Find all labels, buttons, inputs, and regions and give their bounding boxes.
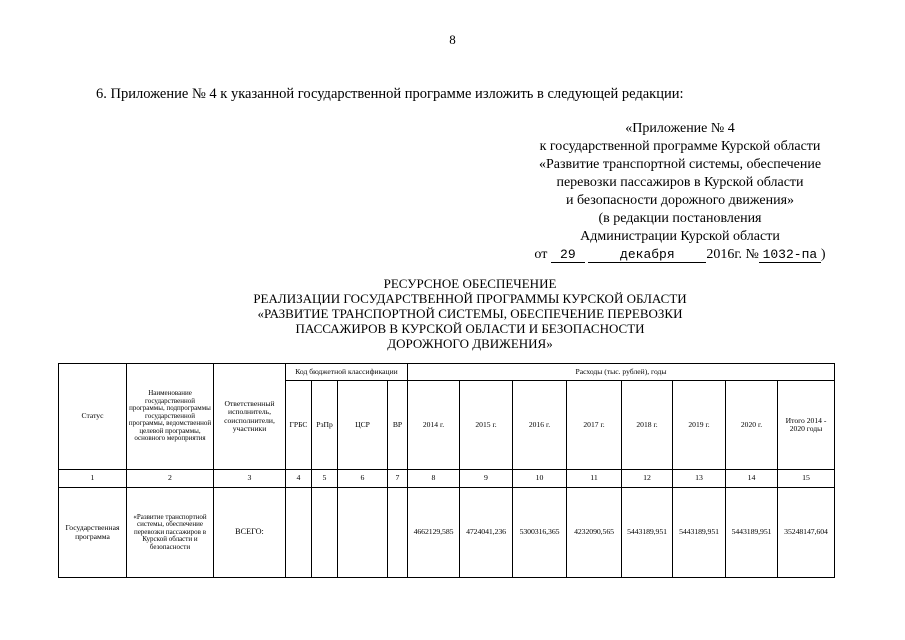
row-value: 4724041,236	[460, 488, 513, 578]
table-header-row	[59, 364, 835, 381]
row-value: 5443189,951	[622, 488, 673, 578]
index-cell: 8	[408, 470, 460, 488]
header-status: Статус	[59, 364, 127, 470]
appendix-line: Администрации Курской области	[580, 229, 780, 244]
row-vr	[388, 488, 408, 578]
header-year: 2014 г.	[408, 381, 460, 470]
date-year: 2016г.	[706, 247, 743, 262]
row-value: 5300316,365	[513, 488, 567, 578]
resource-title-line: РЕСУРСНОЕ ОБЕСПЕЧЕНИЕ	[383, 276, 557, 291]
table-row	[59, 488, 835, 578]
row-total: 35248147,604	[778, 488, 835, 578]
header-year: 2016 г.	[513, 381, 567, 470]
amendment-item-text: 6. Приложение № 4 к указанной государственной программе изложить в следующей редакции:	[96, 86, 684, 102]
row-status: Государственная программа	[59, 488, 127, 578]
index-cell: 12	[622, 470, 673, 488]
header-year: 2017 г.	[567, 381, 622, 470]
index-cell: 10	[513, 470, 567, 488]
header-grbs: ГРБС	[286, 381, 312, 470]
header-expenses: Расходы (тыс. рублей), годы	[408, 364, 835, 381]
header-total: Итого 2014 - 2020 годы	[778, 381, 835, 470]
header-year: 2018 г.	[622, 381, 673, 470]
resource-title-line: «РАЗВИТИЕ ТРАНСПОРТНОЙ СИСТЕМЫ, ОБЕСПЕЧЕНИЕ ПЕРЕВОЗКИ	[257, 306, 683, 321]
closing-paren: )	[820, 247, 826, 262]
page-number: 8	[449, 32, 456, 47]
decree-date-line	[500, 246, 860, 264]
resource-table-wrapper	[58, 363, 835, 578]
row-value: 5443189,951	[673, 488, 726, 578]
resource-title-line: ДОРОЖНОГО ДВИЖЕНИЯ»	[387, 336, 553, 351]
index-cell: 9	[460, 470, 513, 488]
row-value: 4662129,585	[408, 488, 460, 578]
header-year: 2020 г.	[726, 381, 778, 470]
row-responsible: ВСЕГО:	[214, 488, 286, 578]
header-responsible: Ответственный исполнитель, соисполнители, участники	[214, 364, 286, 470]
row-value: 4232090,565	[567, 488, 622, 578]
date-prefix: от	[534, 247, 548, 262]
row-program-name: «Развитие транспортной системы, обеспечение перевозки пассажиров в Курской области и безопасности	[127, 488, 214, 578]
index-cell: 4	[286, 470, 312, 488]
index-cell: 2	[127, 470, 214, 488]
number-prefix: №	[745, 247, 759, 262]
header-year: 2015 г.	[460, 381, 513, 470]
appendix-line: (в редакции постановления	[598, 211, 762, 226]
row-grbs	[286, 488, 312, 578]
header-program-name: Наименование государственной программы, подпрограммы государственной программы, ведомственной целевой программы, основного мероприятия	[127, 364, 214, 470]
index-cell: 13	[673, 470, 726, 488]
index-cell: 6	[338, 470, 388, 488]
index-cell: 11	[567, 470, 622, 488]
appendix-line: перевозки пассажиров в Курской области	[556, 175, 804, 190]
appendix-header	[500, 120, 860, 264]
index-cell: 3	[214, 470, 286, 488]
index-cell: 7	[388, 470, 408, 488]
resource-title	[200, 276, 740, 351]
index-cell: 5	[312, 470, 338, 488]
resource-title-line: ПАССАЖИРОВ В КУРСКОЙ ОБЛАСТИ И БЕЗОПАСНОСТИ	[295, 321, 645, 336]
appendix-line: и безопасности дорожного движения»	[565, 193, 795, 208]
resource-title-line: РЕАЛИЗАЦИИ ГОСУДАРСТВЕННОЙ ПРОГРАММЫ КУРСКОЙ ОБЛАСТИ	[253, 291, 687, 306]
decree-number: 1032-па	[759, 248, 821, 263]
date-day: 29	[551, 248, 585, 263]
appendix-line: «Развитие транспортной системы, обеспечение	[538, 157, 822, 172]
header-year: 2019 г.	[673, 381, 726, 470]
row-rzpr	[312, 488, 338, 578]
appendix-line: к государственной программе Курской области	[539, 139, 821, 154]
header-rzpr: РзПр	[312, 381, 338, 470]
resource-table	[58, 363, 835, 578]
index-cell: 1	[59, 470, 127, 488]
index-cell: 14	[726, 470, 778, 488]
header-budget-classification: Код бюджетной классификации	[286, 364, 408, 381]
table-index-row	[59, 470, 835, 488]
row-csr	[338, 488, 388, 578]
date-month: декабря	[588, 248, 706, 263]
header-vr: ВР	[388, 381, 408, 470]
row-value: 5443189,951	[726, 488, 778, 578]
header-csr: ЦСР	[338, 381, 388, 470]
index-cell: 15	[778, 470, 835, 488]
appendix-line: «Приложение № 4	[625, 121, 735, 136]
